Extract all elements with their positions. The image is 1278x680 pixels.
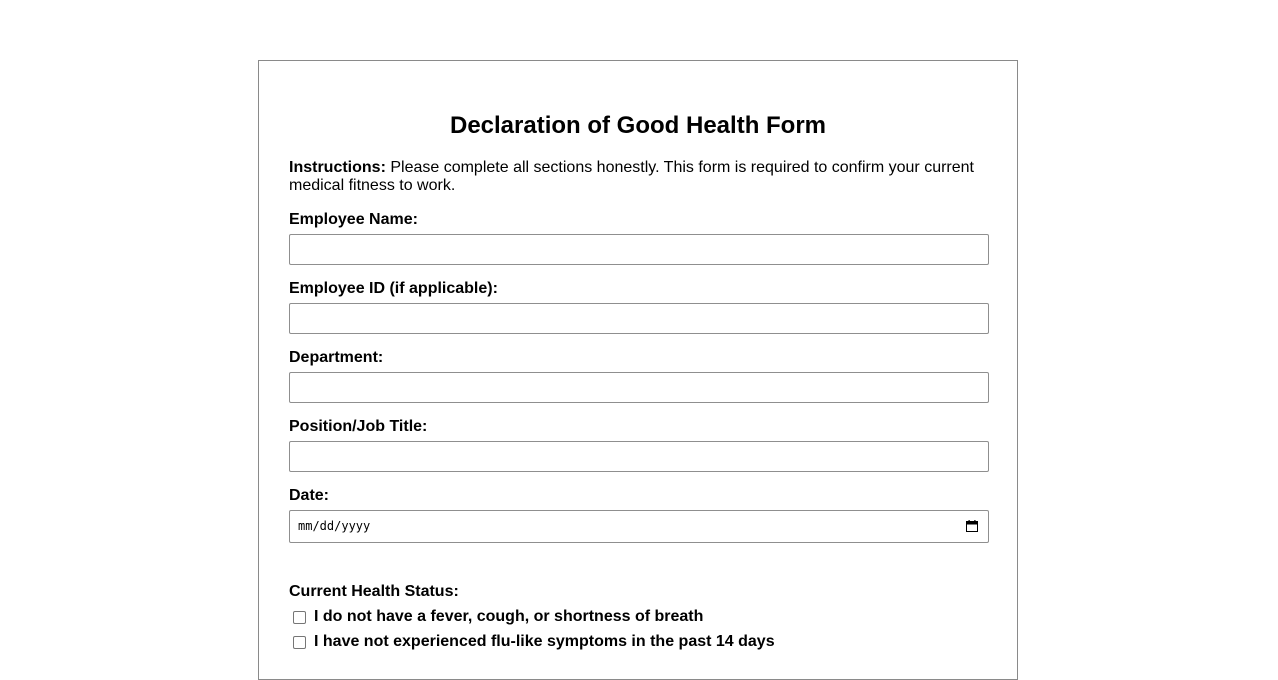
position-label: Position/Job Title: bbox=[289, 418, 428, 435]
employee-id-label: Employee ID (if applicable): bbox=[289, 280, 498, 297]
instructions-text: Please complete all sections honestly. This form is required to confirm your current medical fitness to work. bbox=[289, 159, 974, 194]
no-fever-checkbox[interactable] bbox=[293, 611, 306, 624]
date-input[interactable] bbox=[289, 510, 989, 543]
department-label: Department: bbox=[289, 349, 384, 366]
position-input[interactable] bbox=[289, 441, 989, 472]
date-placeholder: mm/dd/yyyy bbox=[298, 519, 371, 533]
employee-name-input[interactable] bbox=[289, 234, 989, 265]
instructions bbox=[289, 159, 989, 195]
department-input[interactable] bbox=[289, 372, 989, 403]
health-status-heading: Current Health Status: bbox=[289, 583, 459, 600]
date-label: Date: bbox=[289, 487, 330, 504]
no-fever-label: I do not have a fever, cough, or shortness of breath bbox=[314, 608, 704, 625]
employee-id-input[interactable] bbox=[289, 303, 989, 334]
health-check-item[interactable] bbox=[293, 633, 775, 651]
calendar-icon[interactable] bbox=[966, 520, 978, 532]
employee-name-label: Employee Name: bbox=[289, 211, 418, 228]
no-flu-symptoms-label: I have not experienced flu-like symptoms in the past 14 days bbox=[314, 633, 775, 650]
health-declaration-form bbox=[258, 60, 1018, 680]
instructions-lead: Instructions: bbox=[289, 159, 386, 176]
health-check-item[interactable] bbox=[293, 608, 703, 626]
form-title: Declaration of Good Health Form bbox=[449, 112, 827, 139]
no-flu-symptoms-checkbox[interactable] bbox=[293, 636, 306, 649]
